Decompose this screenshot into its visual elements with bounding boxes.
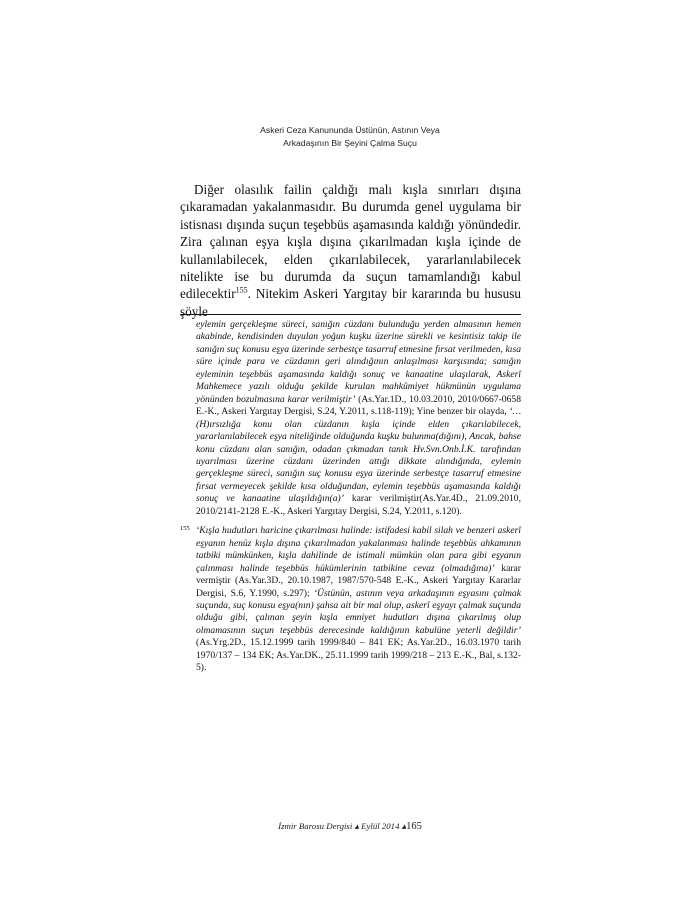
quoted-decision: ‘…(H)ırsızlığa konu olan cüzdanın kışla içinde elden çıkarılabilecek, yararlanılabilecek eşya niteliğinde olduğunda kuşku bulunma(dığını), Ancak, bahse konu cüzdanı alan sanığın, odadan çıkmadan tanık Hv.Svn.Onb.İ.K. tarafından uyarılması üzerine cüzdanı üzerinden attığı dikkate alındığında, eylemin gerçekleşme süreci, sanığın suç konusu eşya üzerinde serbestçe tasarruf etmesine fırsat vermeyecek şekilde kısa olduğundan, eylemin teşebbüs aşamasında kaldığı sonuç ve kanaatine ulaşıldığın(a)’ (196, 406, 521, 505)
issue-date: Eylül 2014 (361, 821, 400, 831)
journal-name: İzmir Barosu Dergisi (278, 821, 353, 831)
quoted-decision: ‘Kışla hudutları haricine çıkarılması halinde: istifadesi kabil silah ve benzeri askerî eşyanın henüz kışla dışına çıkarılmadan yakalanması halinde teşebbüs ahkamının tatbiki mümkünken, kışla dahilinde de istimali mümkün olan para gibi eşyanın çalınması halinde teşebbüs hükümlerinin tatbikine cevaz (olmadığına)’ (196, 525, 521, 574)
footnote-155 (180, 525, 521, 674)
citation: karar vermiştir (As.Yar.3D., 20.10.1987, 1987/570-548 E.-K., Askeri Yargıtay Kararlar Dergisi, S.6, Y.1990, s.297); (196, 562, 521, 599)
page-footer (0, 821, 700, 832)
citation: (As.Yrg.2D., 15.12.1999 tarih 1999/840 – 841 EK; As.Yar.2D., 16.03.1970 tarih 1970/137 – 134 EK; As.Yar.DK., 25.11.1999 tarih 1999/218 – 213 E.-K., Bal, s.132-5). (196, 637, 521, 674)
running-header (0, 124, 700, 150)
citation: karar verilmiştir(As.Yar.4D., 21.09.2010, 2010/2141-2128 E.-K., Askeri Yargıtay Dergisi, S.24, Y.2011, s.120). (196, 493, 521, 517)
header-line-1: Askeri Ceza Kanununda Üstünün, Astının Veya (260, 125, 440, 135)
footnote-continuation (196, 319, 521, 518)
page-number: 165 (406, 821, 422, 832)
triangle-separator-icon: ▴ (352, 821, 362, 831)
footnotes (180, 319, 521, 675)
header-line-2: Arkadaşının Bir Şeyini Çalma Suçu (283, 138, 417, 148)
body-text: Diğer olasılık failin çaldığı malı kışla sınırları dışına çıkaramadan yakalanmasıdır. Bu durumda genel uygulama bir istisnası dışında suçun teşebbüs aşamasında kaldığı yönündedir. Zira çalınan eşya kışla dışına çıkarılmadan kışla içinde de kullanılabilecek, elden çıkarılabilecek, yararlanılabilecek nitelikte ise bu durumda da suçun tamamlandığı kabul edilecektir (180, 182, 521, 302)
body-paragraph (180, 181, 521, 320)
quoted-decision: eylemin gerçekleşme süreci, sanığın cüzdanı bulunduğu yerden almasının hemen akabinde, kendisinden duyulan yoğun kuşku üzerine sürekli ve kesintisiz takip ile sanığın suç konusu eşya üzerinde serbestçe tasarruf etmesine fırsat verilmeden, kısa süre içinde para ve cüzdanın geri alındığının anlaşılması karşısında; sanığın eyleminin teşebbüs aşamasında kaldığı sonuç ve kanaatine ulaşılarak, Askerî Mahkemece yazılı olduğu şekilde kurulan mahkûmiyet hükmünün uygulama yönünden bozulmasına karar verilmiştir’ (196, 319, 521, 405)
footnote-number: 155 (180, 525, 190, 533)
quoted-decision: ‘Üstünün, astının veya arkadaşının eşyasını çalmak suçunda, suç konusu eşya(nın) şahsa ait bir mal olup, askerî eşyayı çalmak suçunda olduğu gibi, çalınan şeyin kışla emniyet hudutları dışına çıkarılmış olup olmamasının suçun teşebbüs derecesinde kaldığının kabulüne yeterli değildir’ (196, 587, 521, 636)
footnote-reference[interactable]: 155 (235, 286, 248, 296)
triangle-separator-icon: ▴ (399, 821, 407, 831)
body-text-end: . Nitekim Askeri Yargıtay bir kararında bu hususu şöyle (180, 286, 521, 319)
footnote-separator (180, 314, 521, 315)
citation: (As.Yar.1D., 10.03.2010, 2010/0667-0658 E.-K., Askeri Yargıtay Dergisi, S.24, Y.2011, s.118-119); Yine benzer bir olayda, (196, 393, 521, 418)
